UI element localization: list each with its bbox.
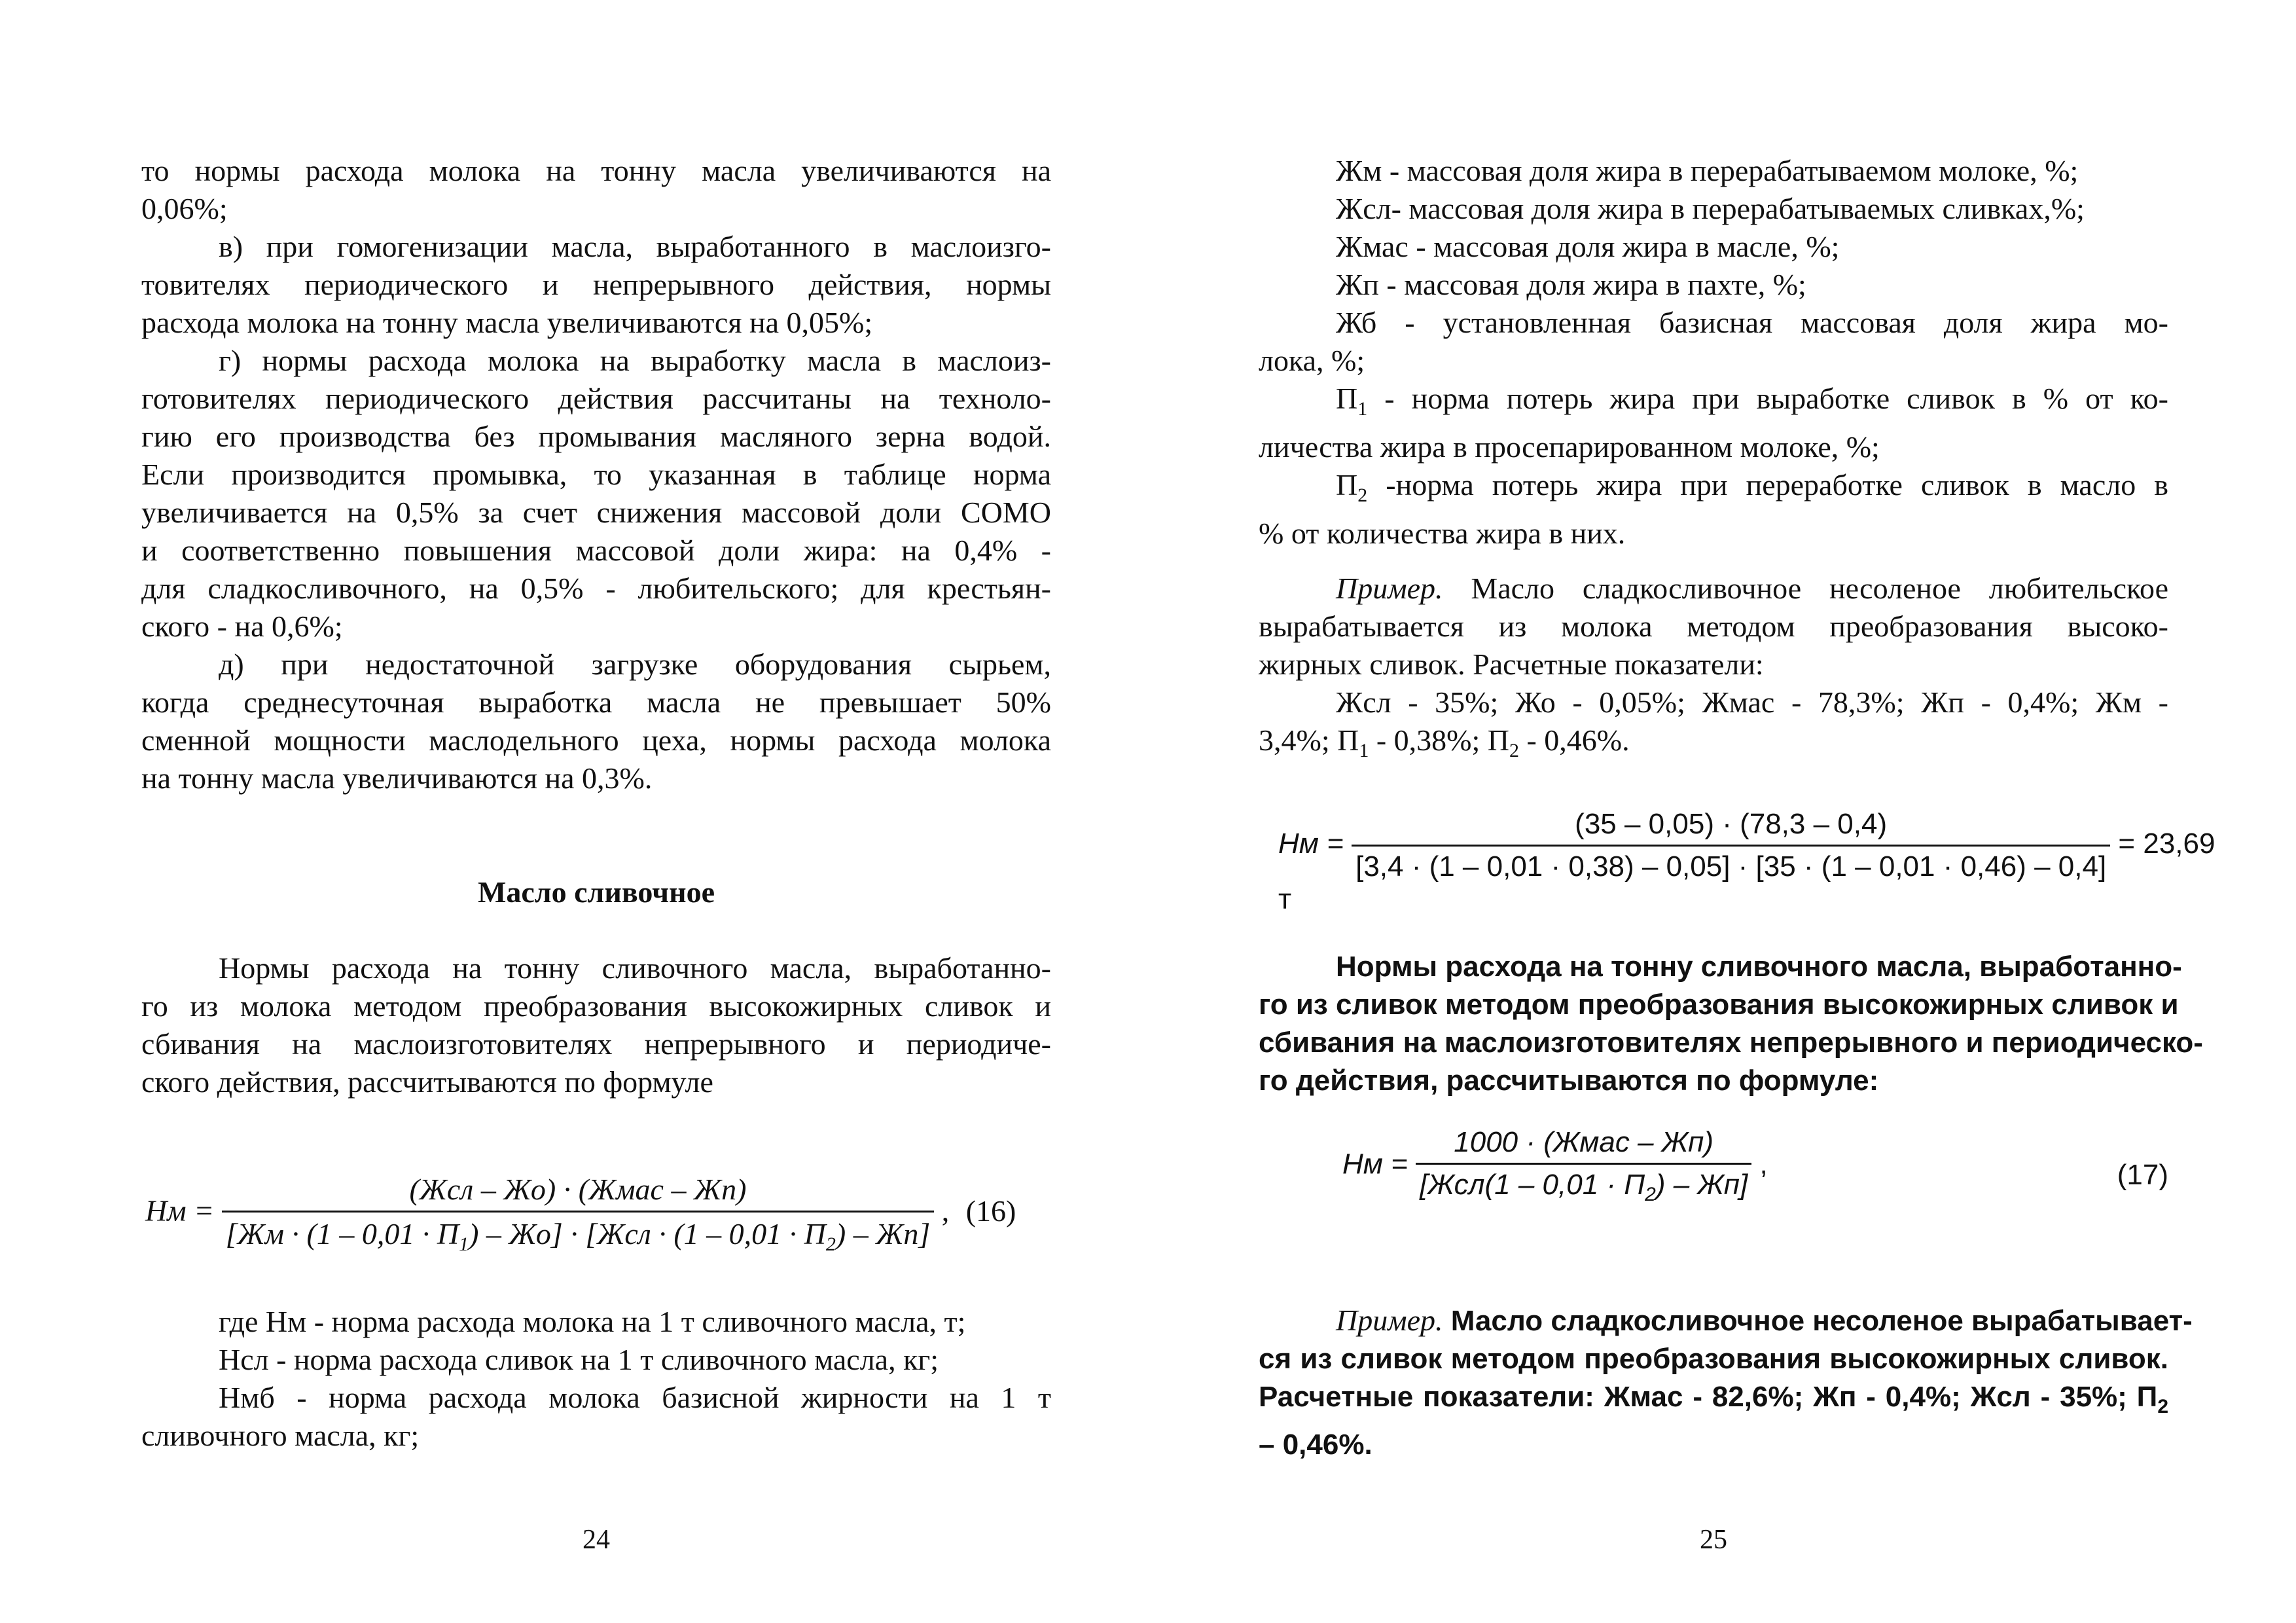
example-2: Пример. Масло сладкосливочное несоленое вырабатывает- ся из сливок методом преобразования высокожирных сливок. Расчетные показатели: Жмас - 82,6%; Жп - 0,4%; Жсл - 35%; $П_2$ – 0,46%. [1259,1304,2193,1461]
section-heading: Масло сливочное [477,875,715,909]
definition-nm: где Нм - норма расхода молока на 1 т сливочного масла, т; [219,1305,966,1338]
formula-number: (16) [965,1194,1016,1228]
paragraph-item-g: г) нормы расхода молока на выработку масла в маслоиз- готовителях периодического действия рассчитаны на техноло- гию его производства без промывания масляного зерна водой. Если производится промывка, то указанная в таблице норма увеличивается на 0,5% за счет снижения массовой доли СОМО и соответственно повышения массовой доли жира: на 0,4% - для сладкосливочного, на 0,5% - любительского; для крестьян- ского - на 0,6%; [141,344,1051,643]
page-number: 25 [1700,1525,1727,1555]
left-page [141,0,1051,1623]
example-1: Пример. Масло сладкосливочное несоленое любительское вырабатывается из молока методом преобразования высоко- жирных сливок. Расчетные показатели: Жсл - 35%; Жо - 0,05%; Жмас - 78,3%; Жп - 0,4%; Жм - 3,4%; $П_1 - 0,38\%$; $П_2 - 0,46\%$. [1259,572,2168,762]
paragraph-norms-006: то нормы расхода молока на тонну масла увеличиваются на 0,06%; [141,154,1051,225]
page-number: 24 [583,1525,610,1555]
definition-nmb: Нмб - норма расхода молока базисной жирности на 1 т сливочного масла, кг; [141,1381,1051,1452]
paragraph-item-v: в) при гомогенизации масла, выработанного в маслоизго- товителях периодического и непрерывного действия, нормы расхода молока на тонну масла увеличиваются на 0,05%; [141,230,1051,339]
right-page [1259,0,2215,1623]
calc-result: = 23,69 т [1278,828,2215,915]
formula-example-calc: Нм = (35 – 0,05) · (78,3 – 0,4) [3,4 · (1 – 0,01 · 0,38) – 0,05] · [35 · (1 – 0,01 · 0,46) – 0,4] = 23,69 т [1278,808,2215,915]
formula-16: Нм = $\frac{\text{(Жсл – Жо) · (Жмас – Жп)}}{[Жм \cdot (1 - 0,01 \cdot П_1) - Жо] \cdot [Жсл \cdot (1 - 0,01 \cdot П_2) - Жп]}$ , (16) [145,1173,1016,1256]
definition-nsl: Нсл - норма расхода сливок на 1 т сливочного масла, кг; [219,1343,939,1376]
formula-17: Нм = $\frac{\text{1000 · (Жмас – Жп)}}{[Жсл(1 - 0,01 \cdot П_2) - Жп]}$ , (17) [1342,1126,2168,1205]
paragraph-formula-intro-bold: Нормы расхода на тонну сливочного масла, выработанно- го из сливок методом преобразования высокожирных сливок и сбивания на маслоизготовителях непрерывного и периодическо- го действия, рассчитываются по формуле: [1259,951,2203,1097]
definitions-list: Жм - массовая доля жира в перерабатываемом молоке, %; Жсл- массовая доля жира в перерабатываемых сливках,%; Жмас - массовая доля жира в масле, %; Жп - массовая доля жира в пахте, %; Жб - установленная базисная массовая доля жира мо- лока, %; $П_1$ - норма потерь жира при выработке сливок в % от ко- личества жира в просепарированном молоке, %; $П_2$ -норма потерь жира при переработке сливок в масло в % от количества жира в них. [1259,154,2168,551]
formula-16-fraction: $\frac{\text{(Жсл – Жо) · (Жмас – Жп)}}{[Жм \cdot (1 - 0,01 \cdot П_1) - Жо] \cdot [Жсл \cdot (1 - 0,01 \cdot П_2) - Жп]}$ [222,1172,935,1256]
paragraph-item-d: д) при недостаточной загрузке оборудования сырьем, когда среднесуточная выработка масла не превышает 50% сменной мощности маслодельного цеха, нормы расхода молока на тонну масла увеличиваются на 0,3%. [141,647,1051,795]
paragraph-formula-intro: Нормы расхода на тонну сливочного масла, выработанно- го из молока методом преобразования высокожирных сливок и сбивания на маслоизготовителях непрерывного и периодиче- ского действия, рассчитываются по формуле [141,951,1051,1099]
formula-number: (17) [2117,1159,2168,1191]
